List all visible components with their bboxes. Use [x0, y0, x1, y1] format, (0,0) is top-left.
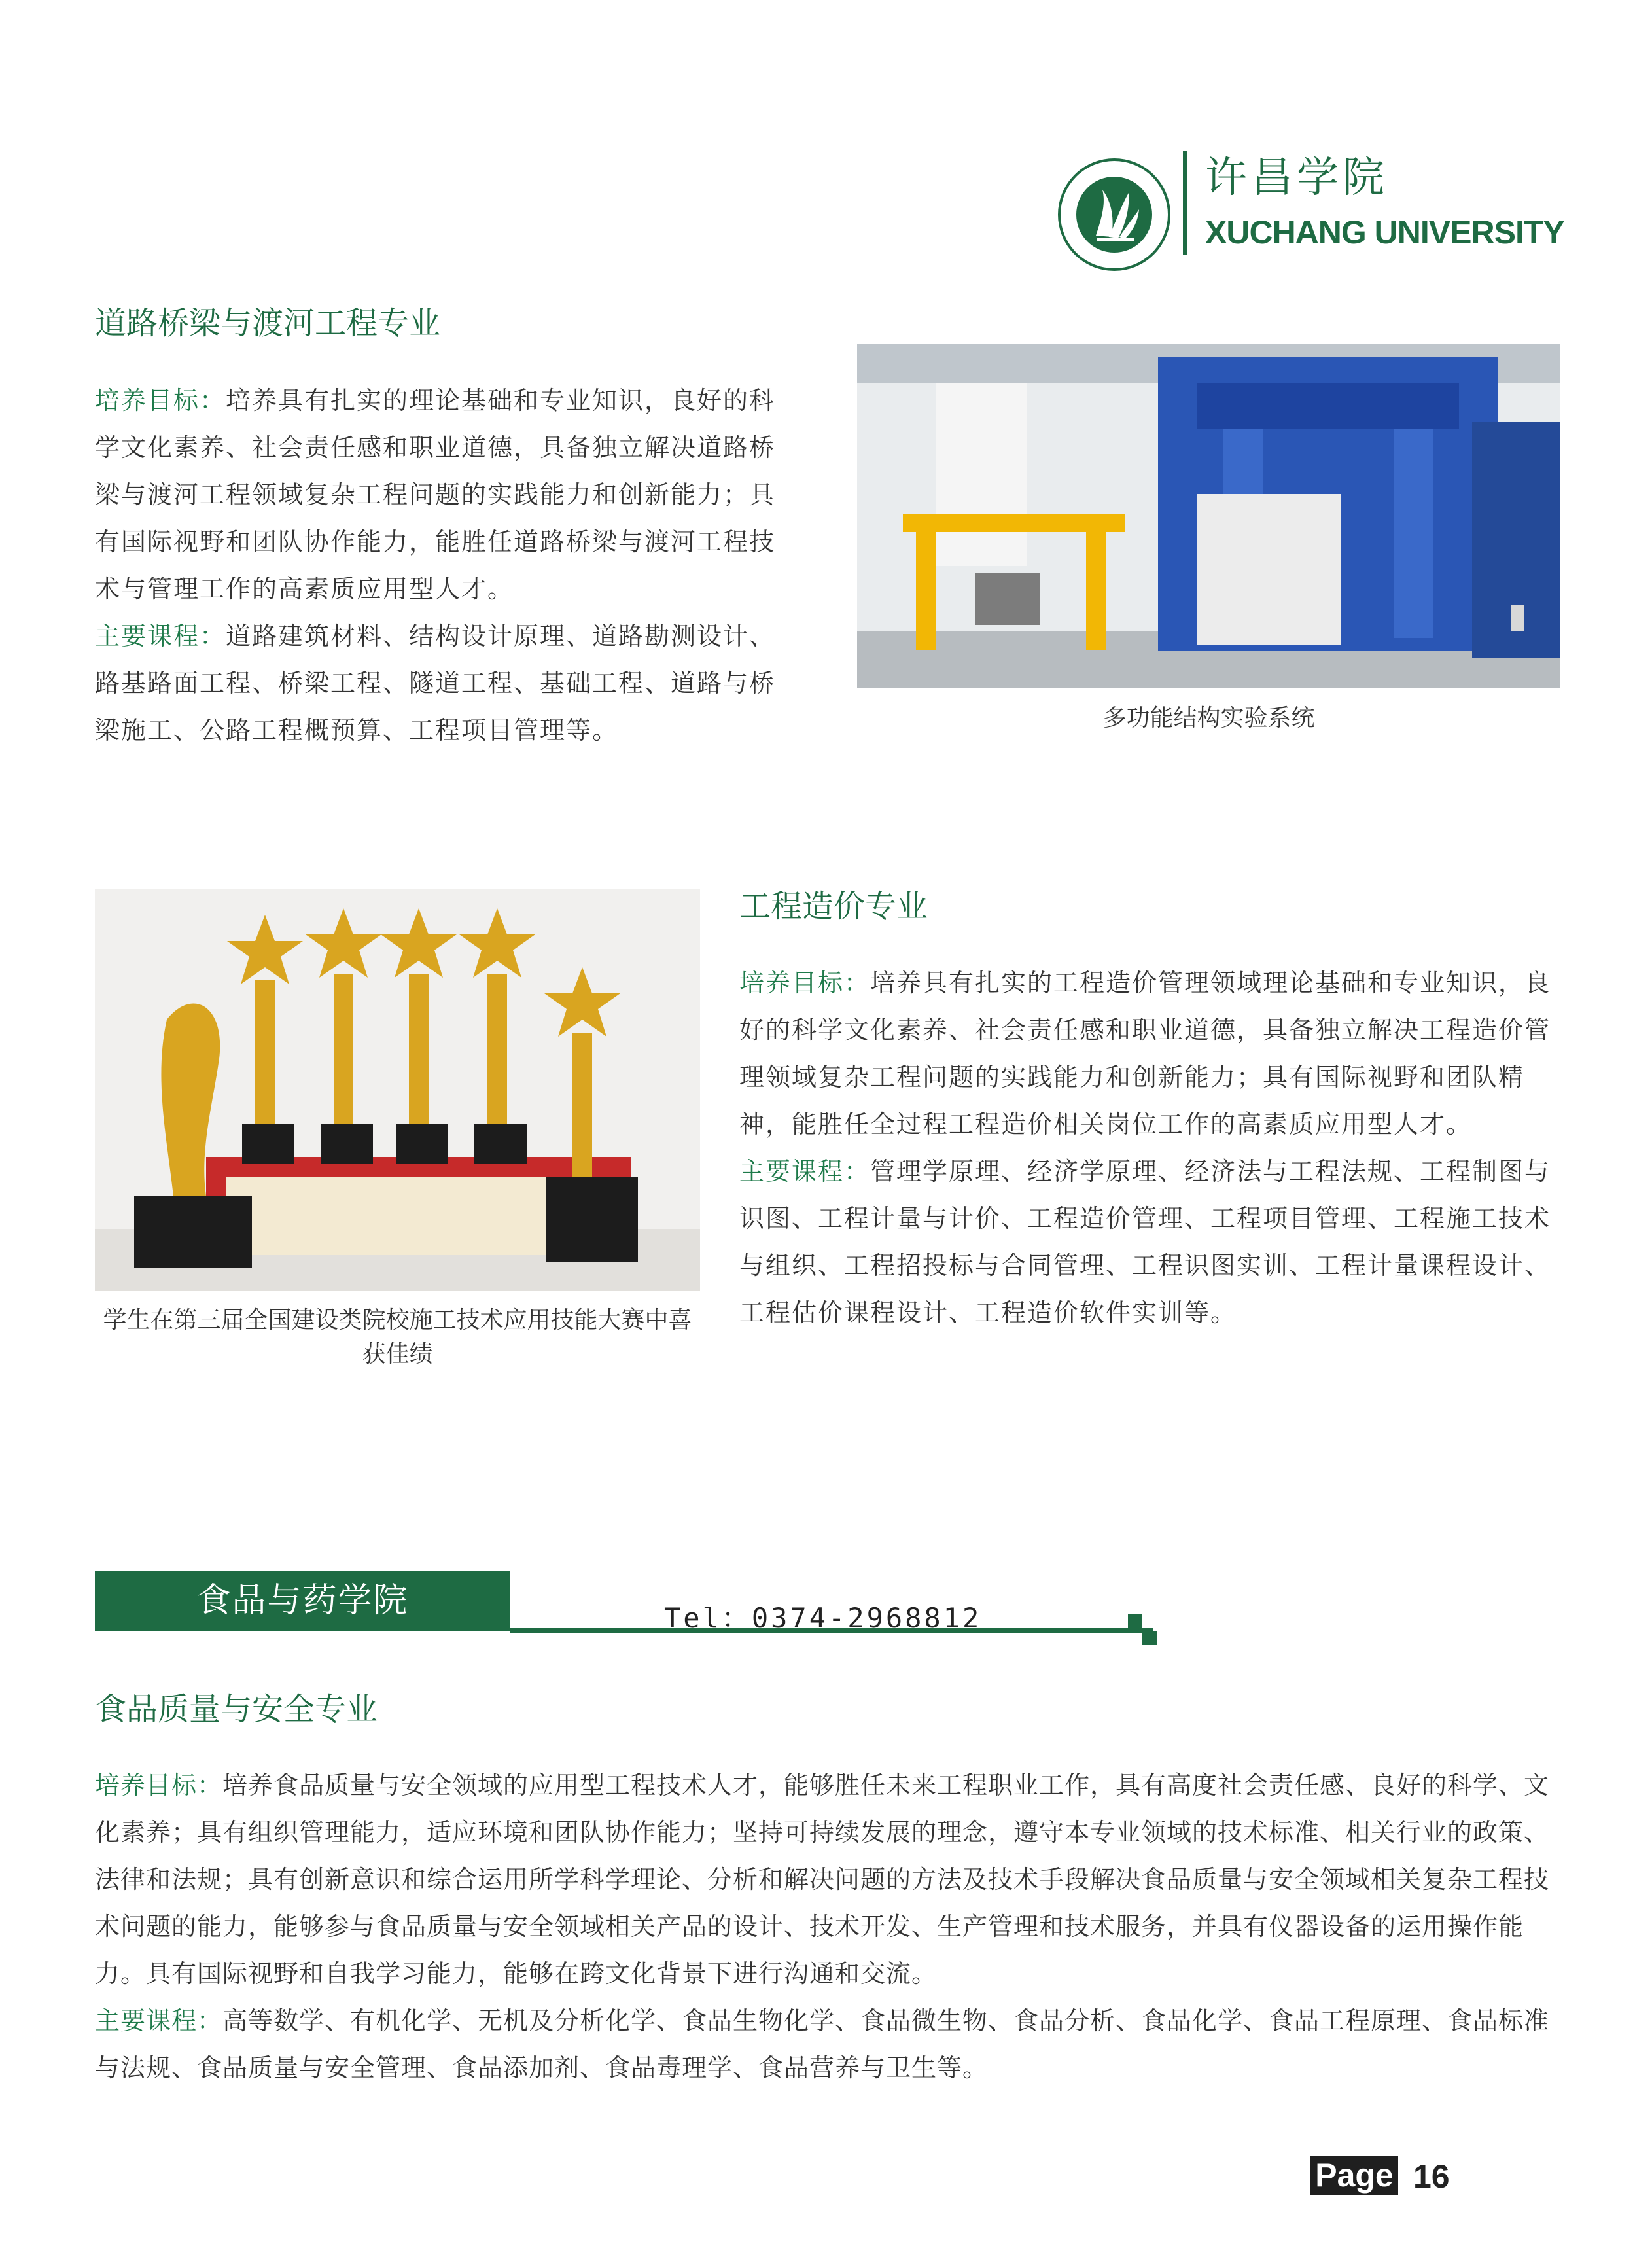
course-text: 管理学原理、经济学原理、经济法与工程法规、工程制图与识图、工程计量与计价、工程造价管理、工程项目管理、工程施工技术与组织、工程招投标与合同管理、工程识图实训、工程计量课程设计、工程估价课程设计、工程造价软件实训等。	[739, 1157, 1551, 1327]
goal-text: 培养具有扎实的理论基础和专业知识，良好的科学文化素养、社会责任感和职业道德，具备独立解决道路桥梁与渡河工程领域复杂工程问题的实践能力和创新能力；具有国际视野和团队协作能力，能胜任道路桥梁与渡河工程技术与管理工作的高素质应用型人才。	[95, 386, 776, 603]
school-telephone: Tel：0374-2968812	[664, 1602, 982, 1634]
major-title-food-safety: 食品质量与安全专业	[95, 1691, 378, 1728]
banner-square-icon	[1142, 1631, 1157, 1645]
goal-text: 培养具有扎实的工程造价管理领域理论基础和专业知识，良好的科学文化素养、社会责任感和职业道德，具备独立解决工程造价管理领域复杂工程问题的实践能力和创新能力；具有国际视野和团队精神，能胜任全过程工程造价相关岗位工作的高素质应用型人才。	[739, 969, 1551, 1139]
structure-lab-caption: 多功能结构实验系统	[1102, 705, 1315, 732]
goal-label: 培养目标：	[739, 969, 871, 997]
course-text: 高等数学、有机化学、无机及分析化学、食品生物化学、食品微生物、食品分析、食品化学、食品工程原理、食品标准与法规、食品质量与安全管理、食品添加剂、食品毒理学、食品营养与卫生等。	[95, 2006, 1550, 2082]
major-description-food-safety	[95, 1762, 1564, 2091]
banner-square-icon	[1128, 1614, 1142, 1628]
trophy-photo	[95, 889, 700, 1291]
goal-text: 培养食品质量与安全领域的应用型工程技术人才，能够胜任未来工程职业工作，具有高度社会责任感、良好的科学、文化素养；具有组织管理能力，适应环境和团队协作能力；坚持可持续发展的理念，遵守本专业领域的技术标准、相关行业的政策、法律和法规；具有创新意识和综合运用所学科学理论、分析和解决问题的方法及技术手段解决食品质量与安全领域相关复杂工程技术问题的能力，能够参与食品质量与安全领域相关产品的设计、技术开发、生产管理和技术服务，并具有仪器设备的运用操作能力。具有国际视野和自我学习能力，能够在跨文化背景下进行沟通和交流。	[95, 1771, 1550, 1988]
school-banner-title: 食品与药学院	[196, 1581, 409, 1620]
course-label: 主要课程：	[95, 622, 226, 650]
university-name-cn: 许昌学院	[1205, 154, 1388, 202]
major-title-cost-engineering: 工程造价专业	[739, 888, 928, 925]
trophy-caption: 学生在第三届全国建设类院校施工技术应用技能大赛中喜获佳绩	[103, 1307, 692, 1368]
page-number: 16	[1413, 2158, 1450, 2195]
course-label: 主要课程：	[739, 1157, 871, 1186]
goal-label: 培养目标：	[95, 1771, 223, 1800]
goal-label: 培养目标：	[95, 386, 226, 415]
structure-lab-photo	[857, 344, 1560, 688]
course-text: 道路建筑材料、结构设计原理、道路勘测设计、路基路面工程、桥梁工程、隧道工程、基础工程、道路与桥梁施工、公路工程概预算、工程项目管理等。	[95, 622, 776, 745]
major-title-road-bridge: 道路桥梁与渡河工程专业	[95, 305, 441, 342]
major-description-cost-engineering	[739, 959, 1564, 1336]
page-label: Page	[1310, 2156, 1398, 2195]
university-seal-logo	[1057, 157, 1172, 272]
university-name-en: XUCHANG UNIVERSITY	[1205, 214, 1564, 251]
course-label: 主要课程：	[95, 2006, 223, 2035]
major-description-road-bridge	[95, 377, 787, 754]
logo-divider	[1183, 151, 1187, 255]
